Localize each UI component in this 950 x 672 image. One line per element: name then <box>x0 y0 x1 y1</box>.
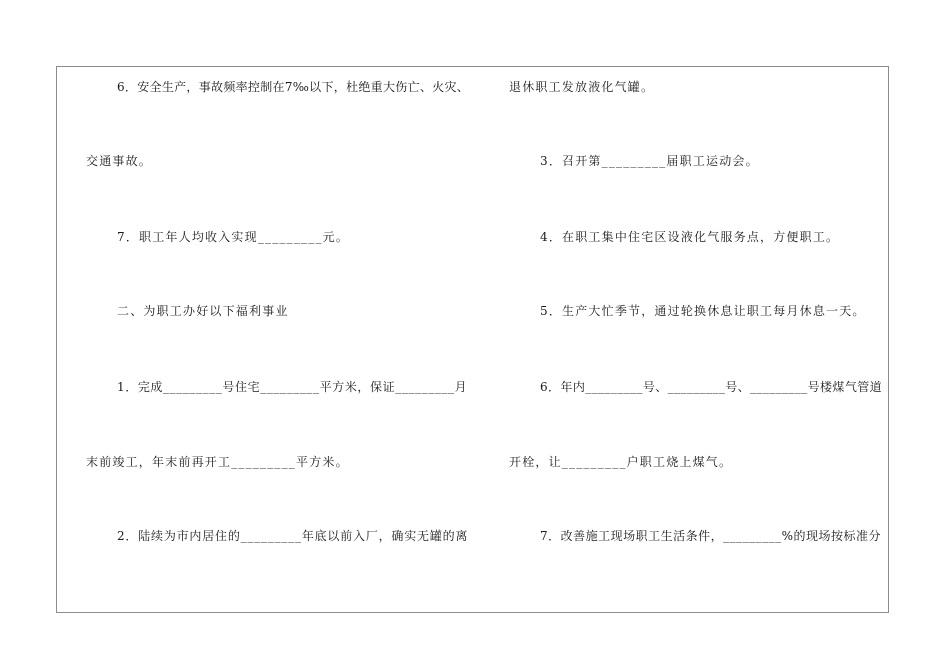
left-line-4: 二、为职工办好以下福利事业 <box>117 304 289 318</box>
left-line-1: 6．安全生产，事故频率控制在7‰以下，杜绝重大伤亡、火灾、 <box>117 80 470 94</box>
left-line-2: 交通事故。 <box>86 154 153 168</box>
right-line-6: 开栓，让_________户职工烧上煤气。 <box>509 455 733 469</box>
right-line-5: 6．年内_________号、_________号、_________号楼煤气管道 <box>540 380 883 394</box>
right-line-7: 7．改善施工现场职工生活条件，_________%的现场按标准分 <box>540 529 882 543</box>
left-line-7: 2．陆续为市内居住的_________年底以前入厂，确实无罐的离 <box>117 529 469 543</box>
right-line-2: 3．召开第_________届职工运动会。 <box>540 154 759 168</box>
right-line-4: 5．生产大忙季节，通过轮换休息让职工每月休息一天。 <box>540 304 866 318</box>
right-line-1: 退休职工发放液化气罐。 <box>509 80 655 94</box>
left-line-5: 1．完成_________号住宅_________平方米，保证_________月 <box>117 380 468 394</box>
left-line-6: 末前竣工，年末前再开工_________平方米。 <box>86 455 349 469</box>
left-line-3: 7．职工年人均收入实现_________元。 <box>117 230 350 244</box>
right-line-3: 4．在职工集中住宅区设液化气服务点，方便职工。 <box>540 230 840 244</box>
